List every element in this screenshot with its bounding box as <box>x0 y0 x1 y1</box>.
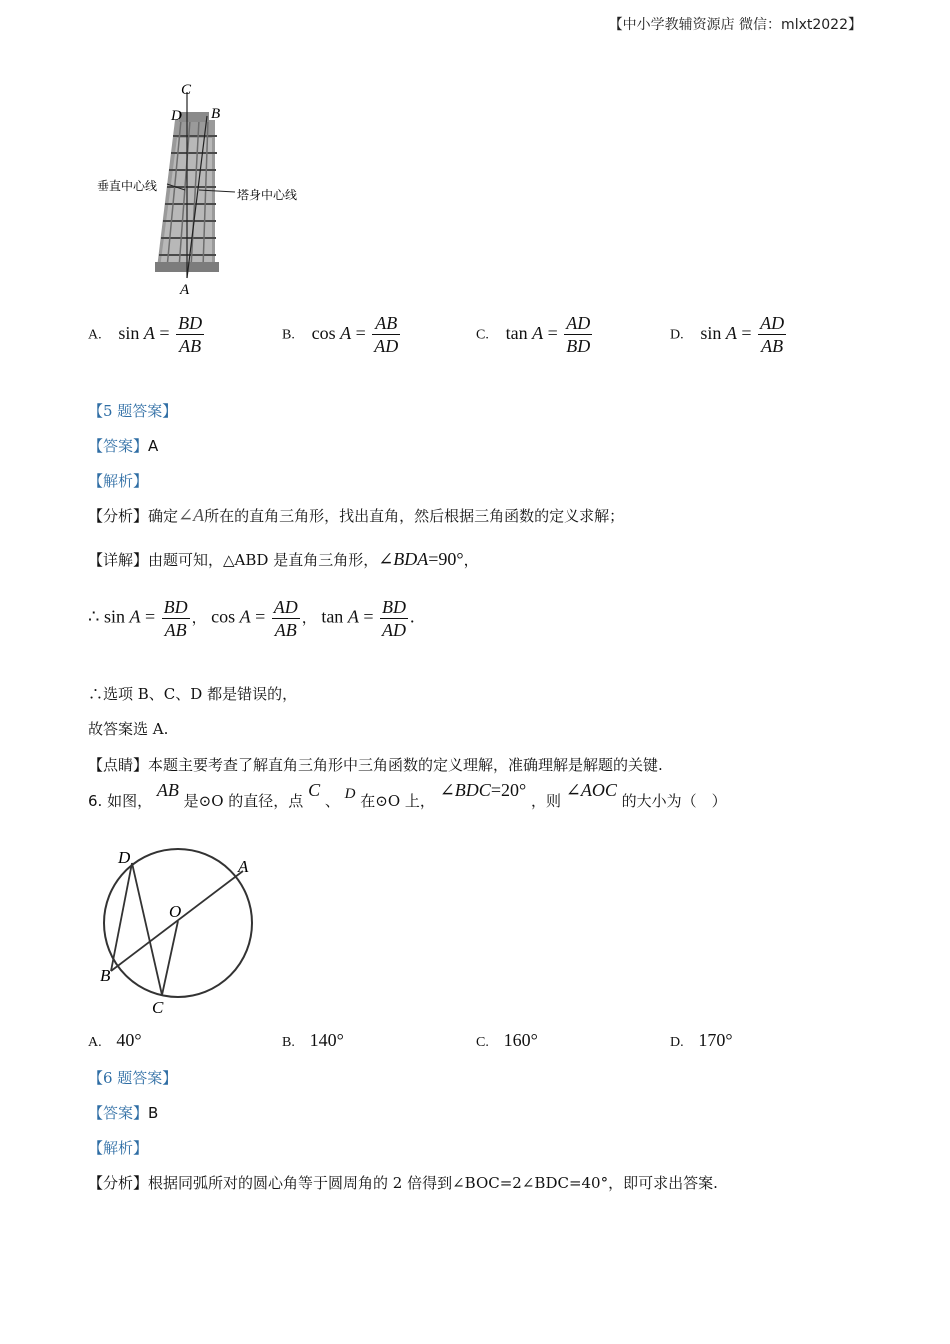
q5-option-c-denominator: BD <box>566 336 591 356</box>
q6-option-d[interactable] <box>670 1030 733 1051</box>
q5-f3-var: A <box>347 606 359 627</box>
q5-answer-tag: 【答案】 <box>88 437 149 455</box>
q6-option-d-letter: D. <box>670 1035 684 1050</box>
q6-answer-tag: 【答案】 <box>88 1104 149 1122</box>
q5-f2-separator: ， <box>301 610 317 627</box>
q6-option-a-value: 40° <box>116 1030 142 1050</box>
q5-detail-pre: 由题可知，△ABD 是直角三角形， <box>148 551 379 569</box>
q5-detail-line <box>88 549 479 570</box>
q5-option-d-denominator: AB <box>761 336 784 356</box>
q5-dianjing-text: 本题主要考查了解直角三角形中三角函数的定义理解，准确理解是解题的关键. <box>148 756 663 774</box>
q6-analysis-tag: 【解析】 <box>88 1139 149 1157</box>
q6-option-c[interactable] <box>476 1030 538 1051</box>
q6-option-b-letter: B. <box>282 1035 295 1050</box>
q5-option-d-fraction <box>758 312 786 357</box>
q5-f1-fraction <box>162 596 190 641</box>
page-header: 【中小学教辅资源店 微信：mlxt2022】 <box>608 17 862 33</box>
q5-f1-separator: ， <box>191 610 207 627</box>
q5-option-d-eq: = <box>741 322 752 343</box>
q5-option-d-letter: D. <box>670 327 684 343</box>
q5-option-c[interactable] <box>476 312 594 357</box>
q5-fenxi-line <box>88 505 624 526</box>
q5-because-line: ∴选项 B、C、D 都是错误的， <box>88 685 298 703</box>
q5-f1-numerator: BD <box>163 597 188 617</box>
q5-detail-end: ， <box>463 551 479 569</box>
q5-answer-value: A <box>148 437 159 455</box>
radius-oc <box>162 921 178 995</box>
q5-option-b-fraction <box>372 312 400 357</box>
q6-stem-s5: 的大小为（ ） <box>621 792 727 810</box>
q5-option-b-denominator: AD <box>374 336 399 356</box>
q5-therefore-symbol: ∴ <box>88 606 100 627</box>
q5-option-a-fn: sin <box>118 322 140 343</box>
q6-stem-d: D <box>344 786 356 802</box>
q5-answer-heading: 【5 题答案】 <box>88 402 178 420</box>
q6-option-c-letter: C. <box>476 1035 489 1050</box>
q5-f2-numerator: AD <box>273 597 298 617</box>
q5-option-c-var: A <box>532 322 544 343</box>
q5-analysis-tag: 【解析】 <box>88 472 149 490</box>
q6-fenxi-line <box>88 1172 718 1193</box>
q5-option-b-letter: B. <box>282 327 295 343</box>
q5-option-b-var: A <box>340 322 352 343</box>
q6-option-b-value: 140° <box>309 1030 344 1050</box>
q5-fenxi-tag: 【分析】 <box>88 507 149 525</box>
q5-detail-angle: ∠BDA <box>378 549 429 569</box>
q5-f3-numerator: BD <box>381 597 406 617</box>
q5-f1-eq: = <box>144 606 156 627</box>
q6-stem-number: 6. 如图， <box>88 792 153 810</box>
tower-label-body-line: 塔身中心线 <box>237 188 298 202</box>
q5-option-b-eq: = <box>355 322 366 343</box>
tower-label-c: C <box>181 82 192 98</box>
q6-stem-s1: 是⊙O 的直径，点 <box>183 792 304 810</box>
q5-f1-var: A <box>129 606 141 627</box>
q5-formula-line <box>88 596 414 641</box>
q5-f2-fraction <box>272 596 300 641</box>
q5-option-c-numerator: AD <box>566 313 591 333</box>
tower-label-b: B <box>211 106 221 122</box>
q5-dianjing-tag: 【点睛】 <box>88 756 149 774</box>
q5-f1-fn: sin <box>103 606 125 627</box>
q6-option-c-value: 160° <box>503 1030 538 1050</box>
q5-option-a-var: A <box>143 322 155 343</box>
q5-option-d[interactable] <box>670 312 788 357</box>
q5-f3-eq: = <box>363 606 374 627</box>
q5-f3-fraction <box>380 596 408 641</box>
q6-circle-diagram <box>96 843 266 1021</box>
q5-option-d-var: A <box>725 322 737 343</box>
q5-f3-denominator: AD <box>381 620 406 640</box>
circle-label-a: A <box>238 857 249 876</box>
tower-label-vertical-line: 垂直中心线 <box>97 179 158 193</box>
q6-answer-heading: 【6 题答案】 <box>88 1069 178 1087</box>
q6-stem-c: C <box>308 780 321 800</box>
q5-option-a-denominator: AB <box>179 336 202 356</box>
leaning-tower-figure <box>95 78 305 300</box>
q5-detail-tag: 【详解】 <box>88 551 149 569</box>
q6-fenxi-text: 根据同弧所对的圆心角等于圆周角的 2 倍得到∠BOC=2∠BDC=40°，即可求出答案. <box>148 1174 718 1192</box>
q6-fenxi-tag: 【分析】 <box>88 1174 149 1192</box>
q6-stem-angle-aoc: ∠AOC <box>565 780 617 800</box>
circle-label-d: D <box>118 848 131 867</box>
q6-stem-ab: AB <box>156 780 179 800</box>
q5-answer-line <box>88 435 158 456</box>
q5-option-b-fn: cos <box>311 322 336 343</box>
q5-option-a-fraction <box>176 312 204 357</box>
chord-dc <box>132 863 162 995</box>
chord-db <box>111 863 132 971</box>
q6-option-b[interactable] <box>282 1030 344 1051</box>
q6-stem-s3: 在⊙O 上， <box>360 792 435 810</box>
q5-option-c-fraction <box>564 312 592 357</box>
q5-fenxi-angle: ∠A <box>178 505 205 525</box>
q6-stem-s2: 、 <box>324 792 340 810</box>
q5-detail-eq: =90° <box>428 549 464 569</box>
q5-option-a[interactable] <box>88 312 206 357</box>
q6-option-d-value: 170° <box>698 1030 733 1050</box>
q5-option-b[interactable] <box>282 312 402 357</box>
q5-f1-denominator: AB <box>164 620 187 640</box>
q5-f2-denominator: AB <box>274 620 297 640</box>
q6-stem-angle-bdc: ∠BDC <box>439 780 491 800</box>
q6-stem-angle-bdc-value: =20° <box>490 780 527 800</box>
circle-label-c: C <box>152 998 164 1017</box>
tower-label-a: A <box>180 282 190 298</box>
q5-f3-fn: tan <box>321 606 344 627</box>
q5-option-c-fn: tan <box>505 322 528 343</box>
q5-option-a-numerator: BD <box>178 313 203 333</box>
q5-option-c-eq: = <box>547 322 558 343</box>
q5-choose-line: 故答案选 A. <box>88 720 169 738</box>
q5-fenxi-pre: 确定 <box>148 507 179 525</box>
q5-f2-fn: cos <box>211 606 236 627</box>
q6-option-a-letter: A. <box>88 1035 102 1050</box>
circle-label-o: O <box>169 902 182 921</box>
tower-label-d: D <box>171 108 182 124</box>
circle-label-b: B <box>100 966 111 985</box>
q5-dianjing-line <box>88 754 663 775</box>
q6-answer-value: B <box>148 1104 159 1122</box>
q5-fenxi-post: 所在的直角三角形，找出直角，然后根据三角函数的定义求解； <box>204 507 625 525</box>
q6-answer-line <box>88 1102 158 1123</box>
q6-option-a[interactable] <box>88 1030 142 1051</box>
q6-stem-s4: ，则 <box>530 792 561 810</box>
q5-f3-end: . <box>409 606 415 627</box>
q5-option-d-fn: sin <box>700 322 722 343</box>
q5-f2-eq: = <box>255 606 266 627</box>
diameter-ab <box>111 871 243 971</box>
q5-option-c-letter: C. <box>476 327 489 343</box>
q5-option-a-eq: = <box>159 322 170 343</box>
q5-option-b-numerator: AB <box>372 312 400 335</box>
q5-f2-var: A <box>239 606 251 627</box>
q5-option-d-numerator: AD <box>760 313 785 333</box>
q5-option-a-letter: A. <box>88 327 102 343</box>
q6-stem <box>88 780 727 811</box>
